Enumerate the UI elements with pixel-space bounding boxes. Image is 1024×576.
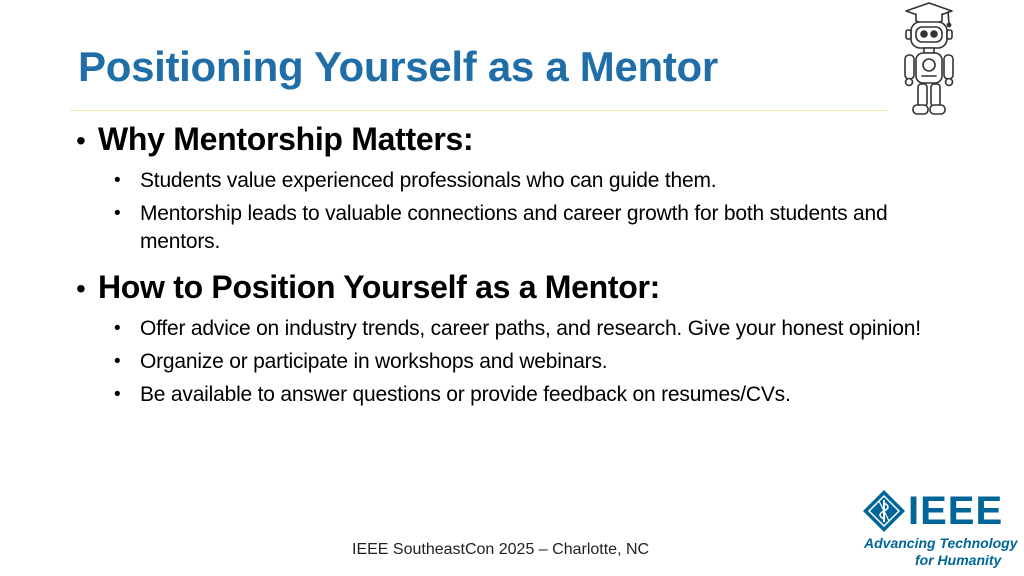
bullet-icon: • [76,273,86,304]
list-item [76,167,956,195]
bullet-icon: • [114,351,121,372]
slide-title: Positioning Yourself as a Mentor [78,43,718,90]
list-item-text: Offer advice on industry trends, career paths, and research. Give your honest opinion! [140,317,921,340]
ieee-kite-icon [862,489,906,533]
title-divider [70,110,888,111]
list-item-text: Be available to answer questions or provide feedback on resumes/CVs. [140,383,791,406]
list-item [76,381,956,409]
bullet-list [76,315,956,409]
list-item [76,200,956,256]
list-item-text: Students value experienced professionals who can guide them. [140,169,717,192]
ieee-wordmark: IEEE [908,489,1004,533]
bullet-icon: • [114,203,121,224]
slide-footer: IEEE SoutheastCon 2025 – Charlotte, NC [352,541,650,558]
graduate-robot-icon [896,0,962,118]
bullet-icon: • [114,384,121,405]
slide-body [76,118,956,409]
section-heading-row [76,266,956,310]
list-item [76,348,956,376]
bullet-icon: • [76,125,86,156]
bullet-icon: • [114,170,121,191]
list-item-text: Organize or participate in workshops and webinars. [140,350,608,373]
section-heading: How to Position Yourself as a Mentor: [98,269,660,305]
section-how-to-position [76,266,956,409]
list-item [76,315,956,343]
section-heading: Why Mentorship Matters: [98,121,474,157]
bullet-list [76,167,956,256]
section-heading-row [76,118,956,162]
ieee-tagline-line2: for Humanity [915,552,1002,568]
bullet-icon: • [114,318,121,339]
ieee-logo [860,486,1018,572]
section-why-mentorship [76,118,956,256]
ieee-tagline-line1: Advancing Technology [864,535,1018,551]
list-item-text: Mentorship leads to valuable connections and career growth for both students and mentors. [140,202,888,253]
